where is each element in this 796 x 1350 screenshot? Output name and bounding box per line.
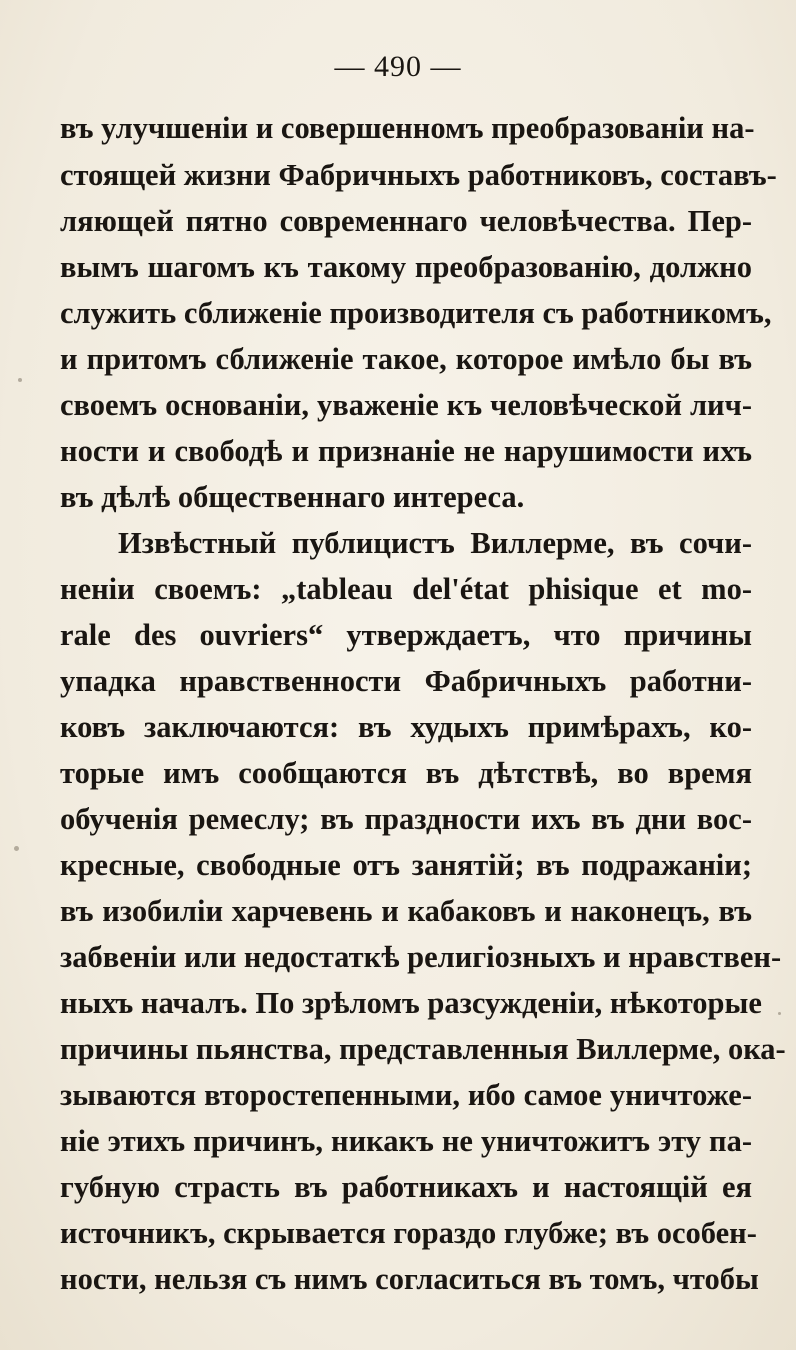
text-line: служить сближеніе производителя съ работникомъ, bbox=[60, 296, 772, 330]
text-line: кресные, свободные отъ занятій; въ подражаніи; bbox=[60, 848, 752, 882]
text-line: ности и свободѣ и признаніе не нарушимости ихъ bbox=[60, 434, 752, 468]
text-line: и притомъ сближеніе такое, которое имѣло бы въ bbox=[60, 342, 752, 376]
text-line: забвеніи или недостаткѣ религіозныхъ и нравствен- bbox=[60, 940, 782, 974]
text-line: ныхъ началъ. По зрѣломъ разсужденіи, нѣкоторые bbox=[60, 986, 762, 1020]
text-line: ковъ заключаются: въ худыхъ примѣрахъ, ко- bbox=[60, 710, 752, 744]
text-line: неніи своемъ: „tableau del'état phisique et mo- bbox=[60, 572, 752, 606]
text-line: ляющей пятно современнаго человѣчества. Пер- bbox=[60, 204, 752, 238]
text-line: источникъ, скрывается гораздо глубже; въ особен- bbox=[60, 1216, 757, 1250]
text-line: Извѣстный публицистъ Виллерме, въ сочи- bbox=[118, 526, 752, 560]
paper-speck bbox=[18, 378, 22, 382]
text-line: губную страсть въ работникахъ и настоящій ея bbox=[60, 1170, 752, 1204]
text-line: упадка нравственности Фабричныхъ работни- bbox=[60, 664, 752, 698]
text-line: въ улучшеніи и совершенномъ преобразованіи на- bbox=[60, 111, 755, 145]
text-line: торые имъ сообщаются въ дѣтствѣ, во время bbox=[60, 756, 752, 790]
text-line: стоящей жизни Фабричныхъ работниковъ, составъ- bbox=[60, 158, 777, 192]
text-line: своемъ основаніи, уваженіе къ человѣческой лич- bbox=[60, 388, 752, 422]
text-line: вымъ шагомъ къ такому преобразованію, должно bbox=[60, 250, 752, 284]
text-line: ности, нельзя съ нимъ согласиться въ томъ, чтобы bbox=[60, 1262, 759, 1296]
text-line: причины пьянства, представленныя Виллерме, ока- bbox=[60, 1032, 786, 1066]
page-number: — 490 — bbox=[334, 50, 462, 83]
text-line: въ дѣлѣ общественнаго интереса. bbox=[60, 480, 525, 514]
text-line: въ изобиліи харчевень и кабаковъ и наконецъ, въ bbox=[60, 894, 752, 928]
paper-speck bbox=[778, 1012, 781, 1015]
text-line: rale des ouvriers“ утверждаетъ, что причины bbox=[60, 618, 752, 652]
text-line: обученія ремеслу; въ праздности ихъ въ дни вос- bbox=[60, 802, 752, 836]
paper-speck bbox=[14, 846, 19, 851]
text-line: зываются второстепенными, ибо самое уничтоже- bbox=[60, 1078, 752, 1112]
text-line: ніе этихъ причинъ, никакъ не уничтожитъ эту па- bbox=[60, 1124, 752, 1158]
